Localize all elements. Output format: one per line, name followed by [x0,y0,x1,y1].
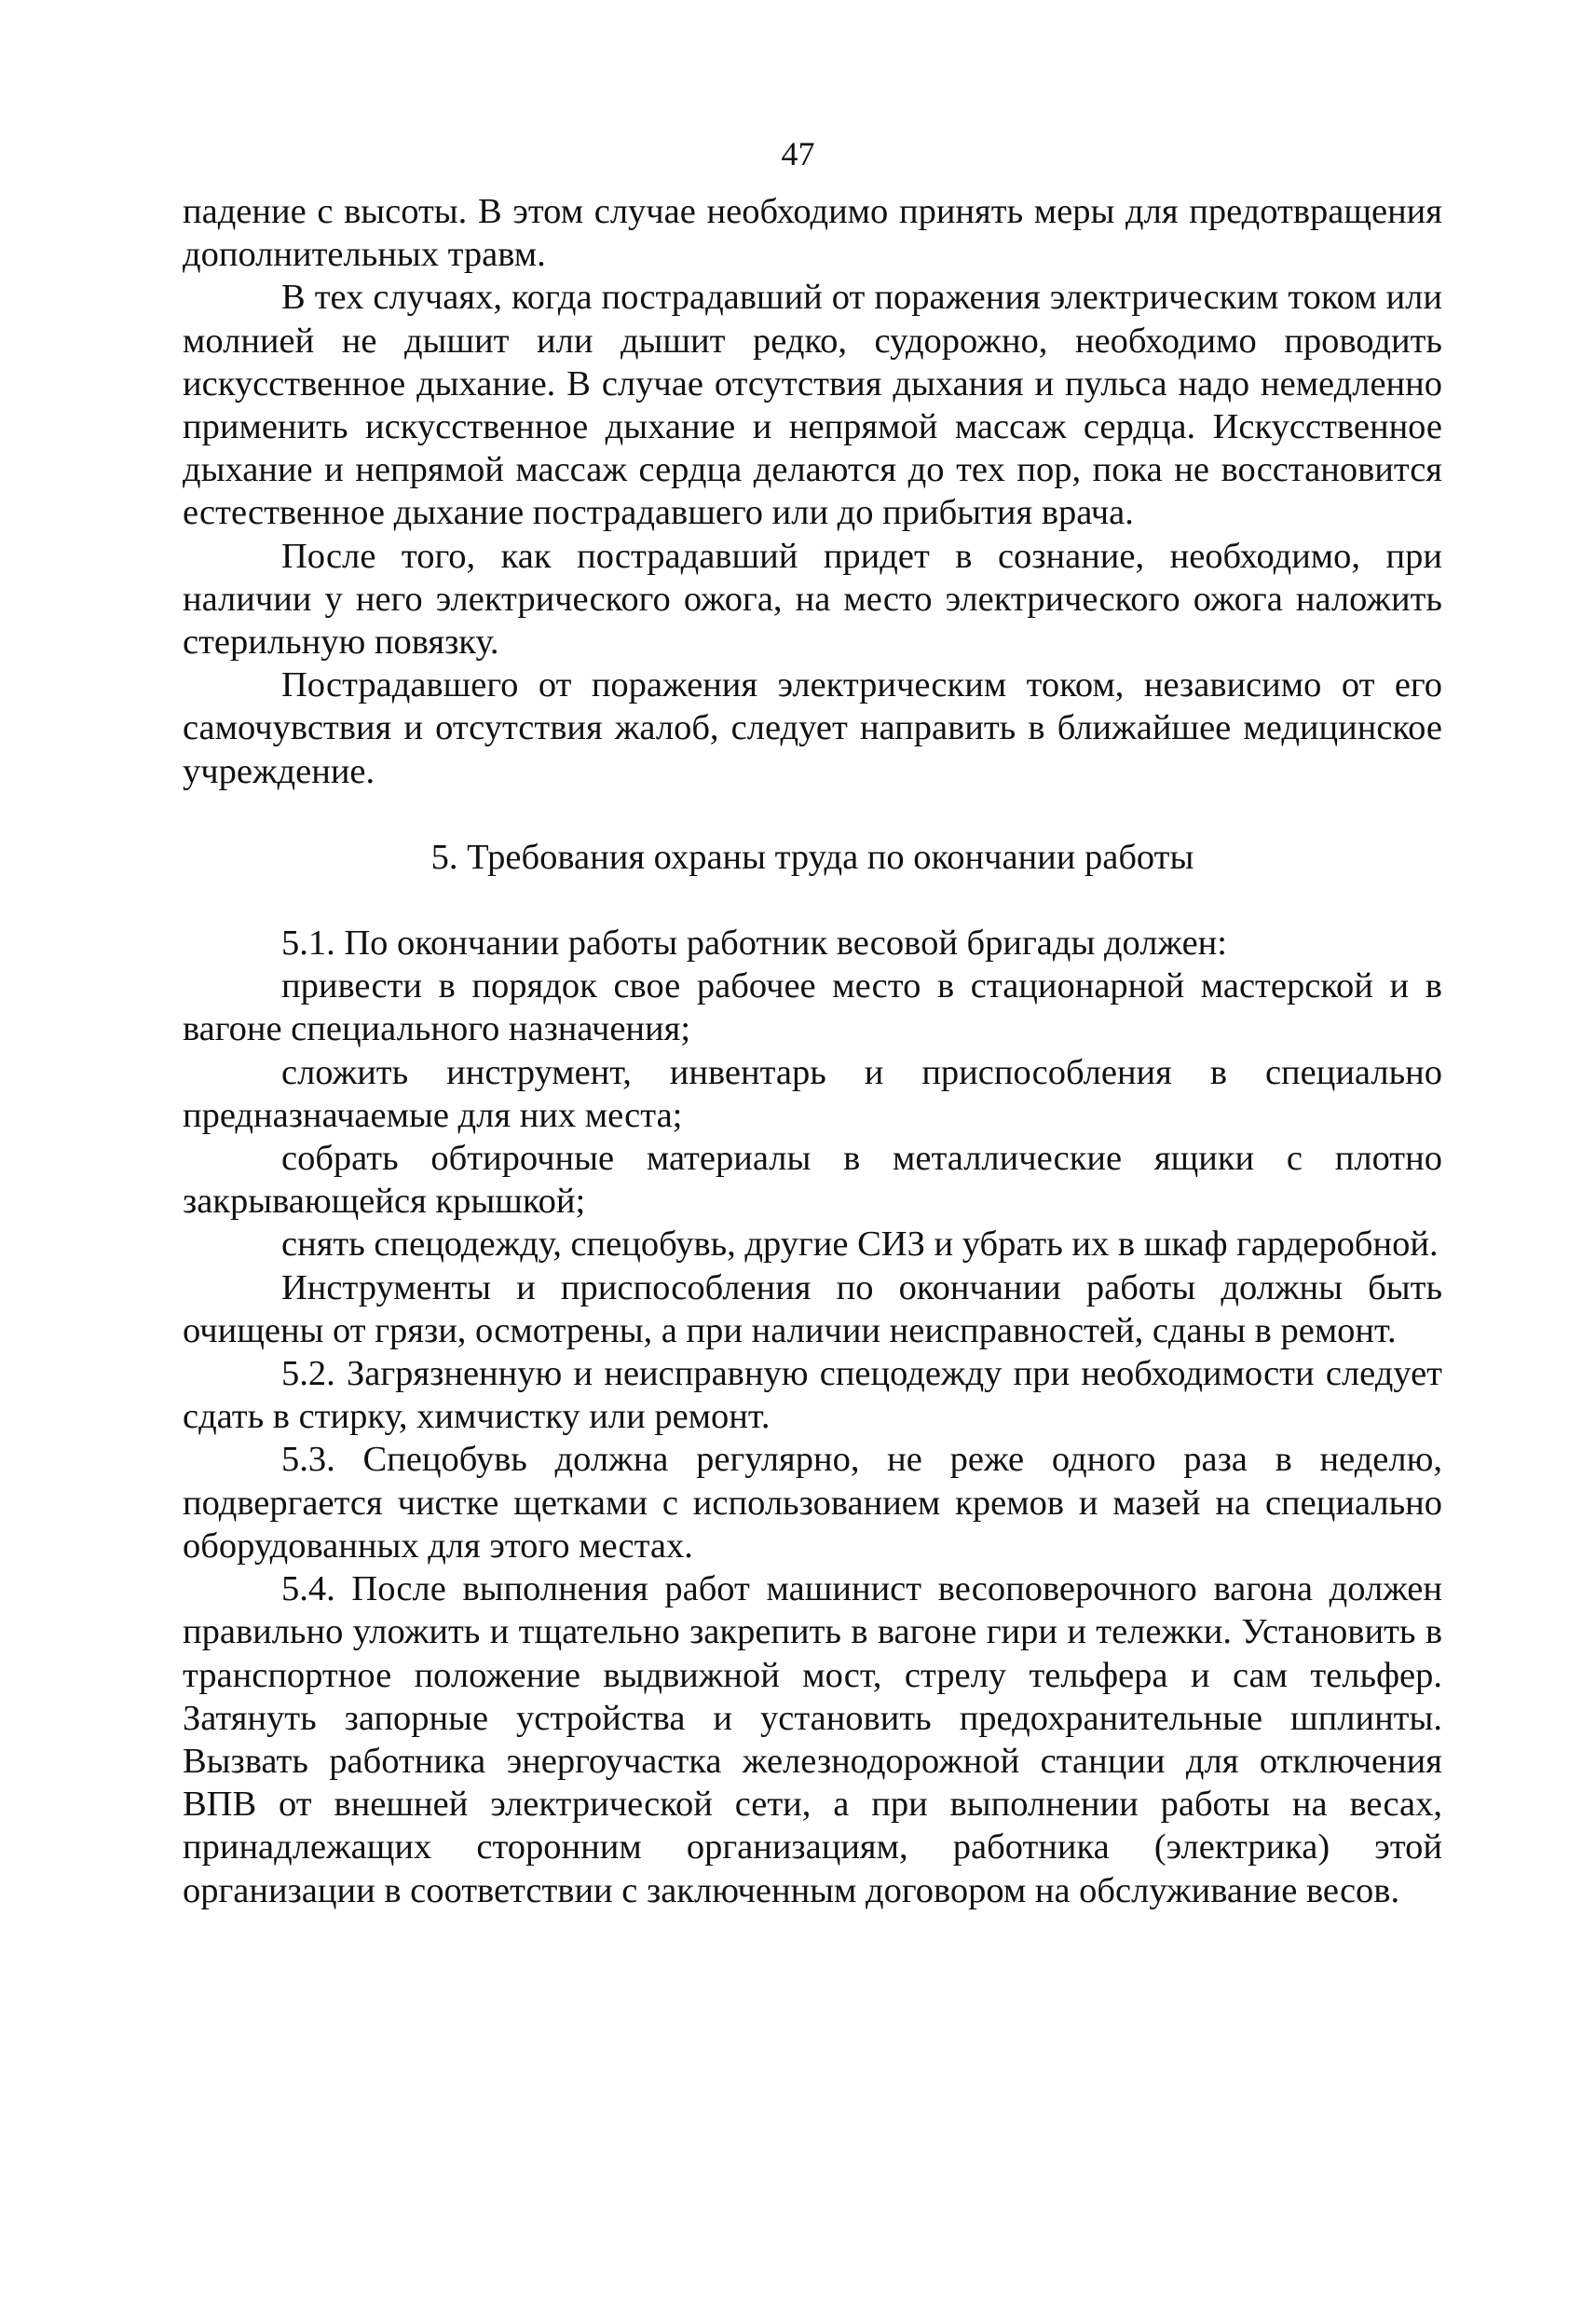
list-item-wiping-materials: собрать обтирочные материалы в металлические ящики с плотно закрывающейся крышкой; [183,1139,1442,1222]
paragraph-medical-referral: Пострадавшего от поражения электрическим током, независимо от его самочувствия и отсутствия жалоб, следует направить в ближайшее медицинское учреждение. [183,665,1442,791]
paragraph-5-2: 5.2. Загрязненную и неисправную спецодежду при необходимости следует сдать в стирку, химчистку или ремонт. [183,1354,1442,1437]
list-item-tools: сложить инструмент, инвентарь и приспособления в специально предназначаемые для них места; [183,1052,1442,1135]
paragraph-5-4: 5.4. После выполнения работ машинист весоповерочного вагона должен правильно уложить и тщательно закрепить в вагоне гири и тележки. Установить в транспортное положение выдвижной мост, стрелу тельфера и сам тельфер. Затянуть запорные устройства и установить предохранительные шплинты. Вызвать работника энергоучастка железнодорожной станции для отключения ВПВ от внешней электрической сети, а при выполнении работы на весах, принадлежащих сторонним организациям, работника (электрика) этой организации в соответствии с заключенным договором на обслуживание весов. [183,1569,1442,1910]
page-number: 47 [781,135,815,172]
list-item-workplace: привести в порядок свое рабочее место в стационарной мастерской и в вагоне специального назначения; [183,966,1442,1049]
paragraph-5-3: 5.3. Спецобувь должна регулярно, не реже одного раза в неделю, подвергается чистке щетками с использованием кремов и мазей на специально оборудованных для этого местах. [183,1440,1442,1566]
paragraph-tools-cleaning: Инструменты и приспособления по окончании работы должны быть очищены от грязи, осмотрены, а при наличии неисправностей, сданы в ремонт. [183,1267,1442,1350]
paragraph-artificial-respiration: В тех случаях, когда пострадавший от поражения электрическим током или молнией не дышит или дышит редко, судорожно, необходимо проводить искусственное дыхание. В случае отсутствия дыхания и пульса надо немедленно применить искусственное дыхание и непрямой массаж сердца. Искусственное дыхание и непрямой массаж сердца делаются до тех пор, пока не восстановится естественное дыхание пострадавшего или до прибытия врача. [183,278,1442,533]
paragraph-burn-dressing: После того, как пострадавший придет в сознание, необходимо, при наличии у него электрического ожога, на место электрического ожога наложить стерильную повязку. [183,536,1442,663]
list-item-ppe: снять спецодежду, спецобувь, другие СИЗ и убрать их в шкаф гардеробной. [281,1224,1439,1265]
section-heading: 5. Требования охраны труда по окончании работы [430,837,1194,877]
paragraph-5-1: 5.1. По окончании работы работник весовой бригады должен: [281,923,1227,964]
body-text [183,190,1442,1912]
paragraph-continuation: падение с высоты. В этом случае необходимо принять меры для предотвращения дополнительных травм. [183,192,1442,275]
